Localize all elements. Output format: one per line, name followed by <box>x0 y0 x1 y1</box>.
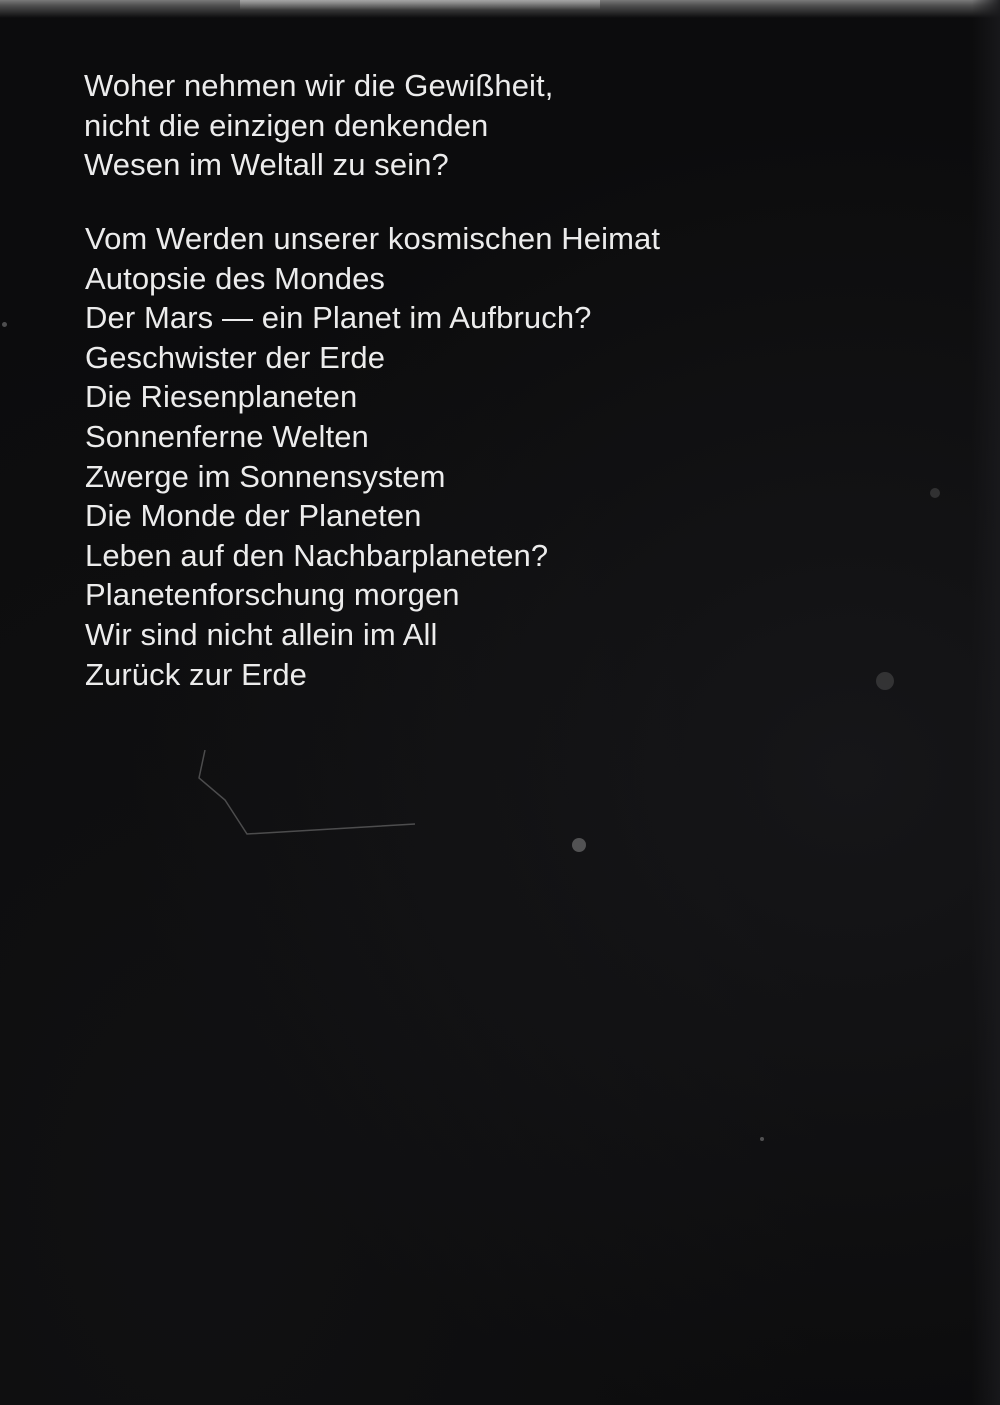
dust-speck <box>876 672 894 690</box>
dust-speck <box>930 488 940 498</box>
chapter-title: Der Mars — ein Planet im Aufbruch? <box>85 300 592 336</box>
intro-question <box>84 66 553 185</box>
chapter-title: Die Monde der Planeten <box>85 498 422 534</box>
chapter-list <box>85 219 660 694</box>
dust-speck <box>572 838 586 852</box>
cover-right-edge <box>972 0 1000 1405</box>
intro-line: Woher nehmen wir die Gewißheit, <box>84 68 554 103</box>
dust-speck <box>760 1137 764 1141</box>
chapter-title: Leben auf den Nachbarplaneten? <box>85 537 549 573</box>
chapter-title: Wir sind nicht allein im All <box>85 616 438 652</box>
intro-line: nicht die einzigen denkenden <box>84 107 489 143</box>
chapter-title: Planetenforschung morgen <box>85 577 460 613</box>
intro-line: Wesen im Weltall zu sein? <box>84 147 449 182</box>
chapter-title: Geschwister der Erde <box>85 339 386 375</box>
chapter-title: Autopsie des Mondes <box>85 260 386 296</box>
worn-top-highlight <box>240 0 600 10</box>
surface-scratch <box>195 750 425 840</box>
chapter-title: Vom Werden unserer kosmischen Heimat <box>85 221 661 256</box>
chapter-title: Zurück zur Erde <box>85 656 308 692</box>
chapter-title: Sonnenferne Welten <box>85 418 369 454</box>
chapter-title: Zwerge im Sonnensystem <box>85 458 446 494</box>
chapter-title: Die Riesenplaneten <box>85 379 358 415</box>
dust-speck <box>2 322 7 327</box>
